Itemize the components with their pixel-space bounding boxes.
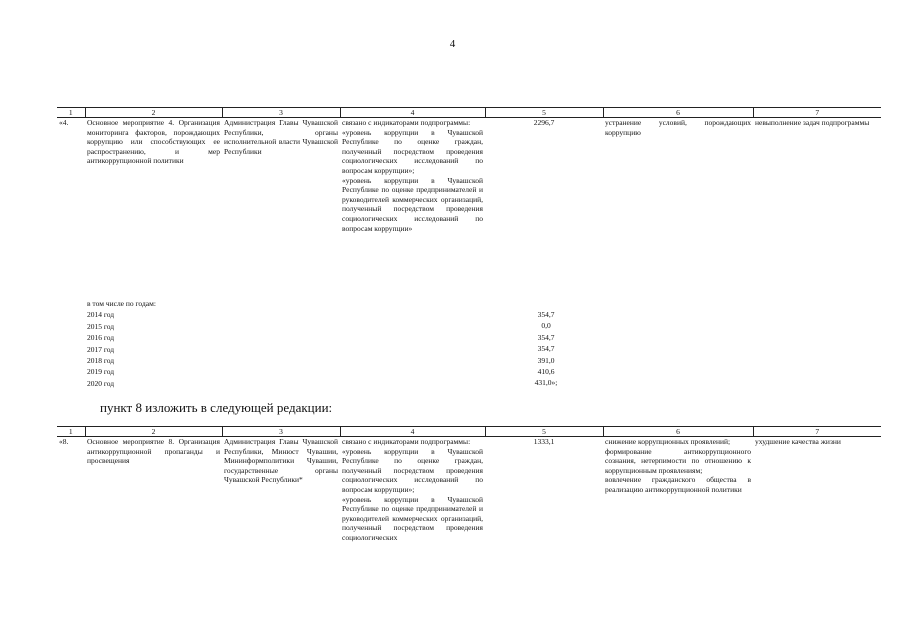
risk-consequence: ухудшение качества жизни <box>755 437 841 446</box>
row-number: «4. <box>59 118 69 127</box>
expected-result: снижение коррупционных проявлений; формирование антикоррупционного сознания, нетерпимости по отношению к коррупционным проявлениям; вовлечение гражданского общества в реализацию антикоррупционной политики <box>605 437 751 494</box>
col-header-5: 5 <box>485 108 603 118</box>
year-value: 410,6 <box>537 367 555 377</box>
expected-result: устранение условий, порождающих коррупцию <box>605 118 751 137</box>
funding-total: 1333,1 <box>533 437 555 446</box>
col-header-3: 3 <box>222 427 340 437</box>
year-value: 391,0 <box>537 355 555 365</box>
year-label: 2014 год <box>87 310 115 320</box>
funding-total: 2296,7 <box>533 118 555 127</box>
year-value: 0,0 <box>541 321 551 331</box>
col-header-4: 4 <box>340 108 485 118</box>
col-header-7: 7 <box>753 427 881 437</box>
col-header-7: 7 <box>753 108 881 118</box>
year-value: 354,7 <box>537 310 555 319</box>
activity-name: Основное мероприятие 8. Организация антикоррупционной пропаганды и просвещения <box>87 437 220 466</box>
col-header-4: 4 <box>340 427 485 437</box>
year-label: 2019 год <box>87 367 115 377</box>
indicators: связано с индикаторами подпрограммы: «уровень коррупции в Чувашской Республике по оценке граждан, полученный посредством проведения социологических исследований по вопросам коррупции»; «уровень коррупции в Чувашской Республике по оценке предпринимателей и руководителей коммерческих организаций, полученный посредством проведения социологических <box>342 437 483 542</box>
risk-consequence: невыполнение задач подпрограммы <box>755 118 870 127</box>
col-header-1: 1 <box>57 108 85 118</box>
section-heading: пункт 8 изложить в следующей редакции: <box>100 400 333 415</box>
table-row-item8 <box>57 437 881 543</box>
table-header-row <box>57 427 881 437</box>
activity-name: Основное мероприятие 4. Организация мониторинга факторов, порождающих коррупцию или способствующих ее распространению, и мер антикоррупционной политики <box>87 118 220 166</box>
years-breakdown <box>87 298 156 389</box>
col-header-5: 5 <box>485 427 603 437</box>
year-label: 2015 год <box>87 321 115 331</box>
col-header-2: 2 <box>85 108 222 118</box>
table-row-item4 <box>57 118 881 234</box>
col-header-6: 6 <box>603 108 753 118</box>
years-values <box>510 309 582 389</box>
program-table-item8 <box>57 426 881 543</box>
years-label: в том числе по годам: <box>87 299 156 308</box>
year-value: 354,7 <box>537 332 555 342</box>
page-number: 4 <box>449 38 456 50</box>
year-label: 2018 год <box>87 356 115 366</box>
row-number: «8. <box>59 437 69 446</box>
year-label: 2020 год <box>87 378 115 388</box>
year-label: 2016 год <box>87 333 115 343</box>
table-header-row <box>57 108 881 118</box>
year-value: 354,7 <box>537 344 555 354</box>
responsible-executor: Администрация Главы Чувашской Республики, Минюст Чувашии, Мининформполитики Чувашии, государственные органы Чувашской Республики* <box>224 437 338 485</box>
col-header-1: 1 <box>57 427 85 437</box>
indicators: связано с индикаторами подпрограммы: «уровень коррупции в Чувашской Республике по оценке граждан, полученный посредством проведения социологических исследований по вопросам коррупции»; «уровень коррупции в Чувашской Республике по оценке предпринимателей и руководителей коммерческих организаций, полученный посредством проведения социологических исследований по вопросам коррупции» <box>342 118 483 233</box>
responsible-executor: Администрация Главы Чувашской Республики, органы исполнительной власти Чувашской Республики <box>224 118 338 156</box>
year-label: 2017 год <box>87 344 115 354</box>
col-header-3: 3 <box>222 108 340 118</box>
program-table-item4 <box>57 107 881 233</box>
col-header-6: 6 <box>603 427 753 437</box>
col-header-2: 2 <box>85 427 222 437</box>
year-value: 431,0»; <box>534 378 558 388</box>
